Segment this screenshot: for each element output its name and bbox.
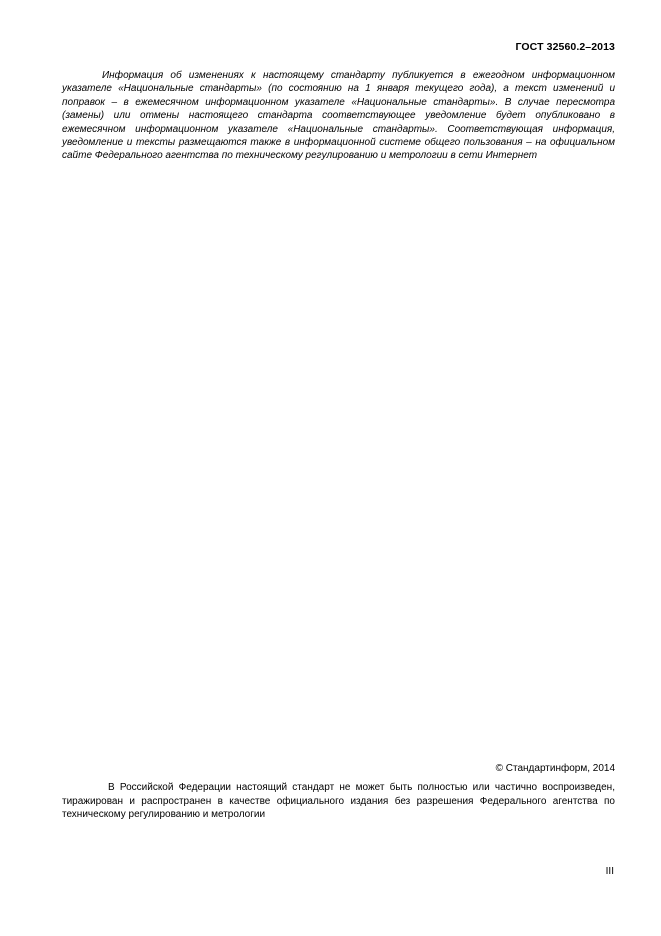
reproduction-rights-paragraph: В Российской Федерации настоящий стандарт не может быть полностью или частично воспроизведен, тиражирован и распространен в качестве официального издания без разрешения Федерального агентства по техническому регулированию и метрологии — [62, 782, 615, 821]
amendments-info-paragraph: Информация об изменениях к настоящему стандарту публикуется в ежегодном информационном указателе «Национальные стандарты» (по состоянию на 1 января текущего года), а текст изменений и поправок – в ежемесячном информационном указателе «Национальные стандарты». В случае пересмотра (замены) или отмены настоящего стандарта соответствующее уведомление будет опубликовано в ежемесячном информационном указателе «Национальные стандарты». Соответствующая информация, уведомление и тексты размещаются также в информационной системе общего пользования – на официальном сайте Федерального агентства по техническому регулированию и метрологии в сети Интернет — [62, 70, 615, 162]
page-number: III — [605, 866, 614, 877]
copyright-notice: © Стандартинформ, 2014 — [495, 763, 615, 774]
page-header-standard-code: ГОСТ 32560.2–2013 — [515, 41, 615, 53]
